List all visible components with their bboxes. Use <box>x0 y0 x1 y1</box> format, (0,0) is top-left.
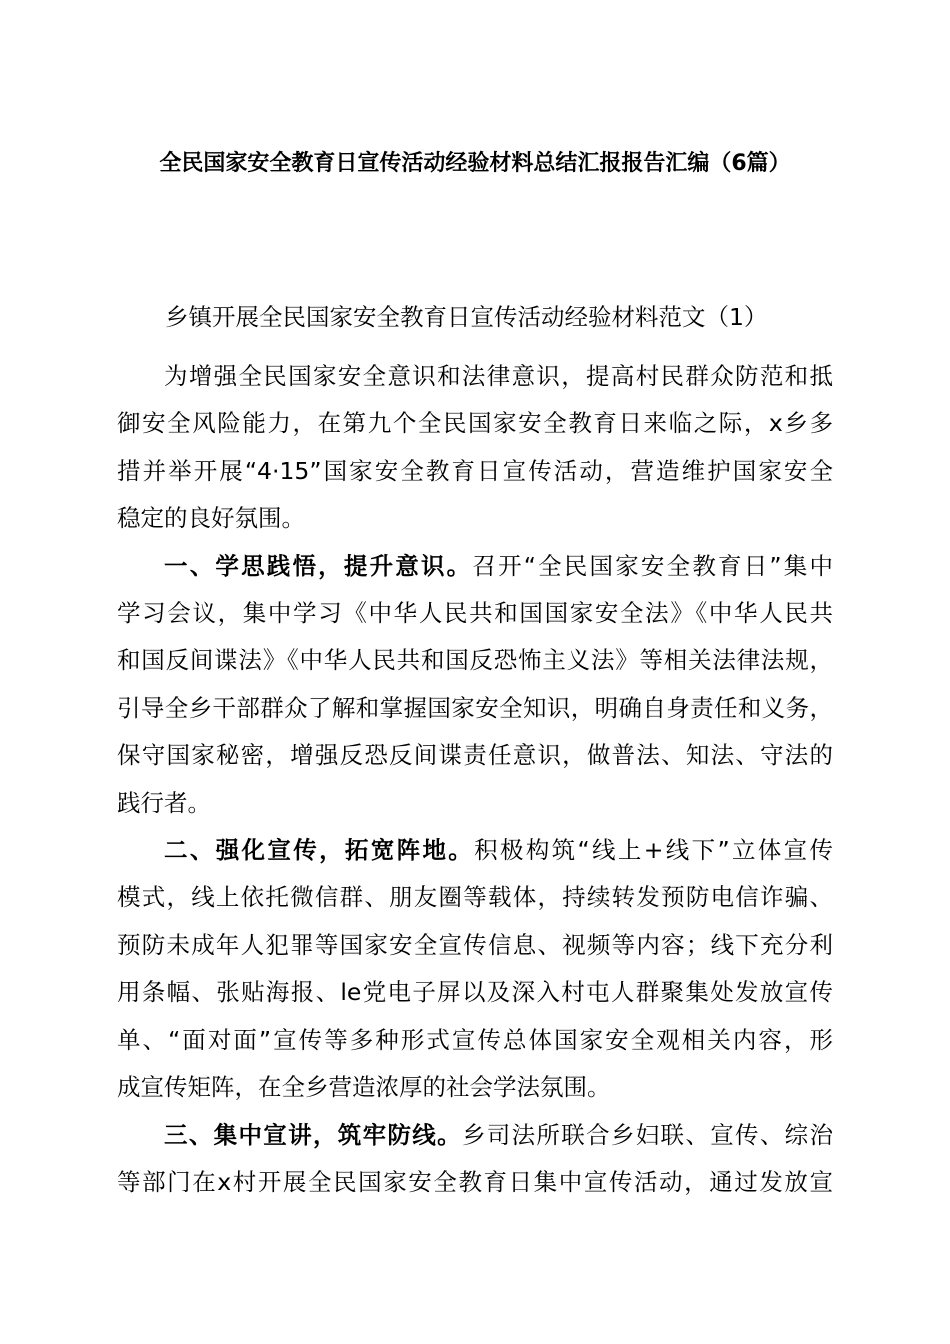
intro-paragraph <box>117 353 833 543</box>
paragraph-line <box>117 543 833 590</box>
paragraph-line: 措并举开展“4·15”国家安全教育日宣传活动，营造维护国家安全 <box>117 456 833 485</box>
document-subtitle: 乡镇开展全民国家安全教育日宣传活动经验材料范文（1） <box>165 303 768 331</box>
section-heading: 二、强化宣传，拓宽阵地。 <box>164 836 475 865</box>
paragraph-line: 学习会议，集中学习《中华人民共和国国家安全法》《中华人民共 <box>117 599 833 628</box>
paragraph-line: 等部门在x村开展全民国家安全教育日集中宣传活动，通过发放宣 <box>117 1167 833 1196</box>
paragraph-line: 用条幅、张贴海报、le党电子屏以及深入村屯人群聚集处发放宣传 <box>117 978 833 1007</box>
paragraph-line-text: 积极构筑“线上+线下”立体宣传 <box>474 836 834 865</box>
document-title: 全民国家安全教育日宣传活动经验材料总结汇报报告汇编（6篇） <box>159 151 791 176</box>
paragraph-line: 稳定的良好氛围。 <box>117 504 305 533</box>
paragraph-line: 践行者。 <box>117 788 211 817</box>
section-one-paragraph <box>117 543 833 827</box>
document-body <box>117 353 833 1206</box>
section-heading: 一、学思践悟，提升意识。 <box>164 551 473 580</box>
paragraph-line: 引导全乡干部群众了解和掌握国家安全知识，明确自身责任和义务， <box>117 693 833 722</box>
paragraph-line: 成宣传矩阵，在全乡营造浓厚的社会学法氛围。 <box>117 1073 611 1102</box>
paragraph-line: 御安全风险能力，在第九个全民国家安全教育日来临之际，x乡多 <box>117 409 833 438</box>
paragraph-line <box>117 1112 833 1159</box>
paragraph-line: 和国反间谍法》《中华人民共和国反恐怖主义法》等相关法律法规， <box>117 646 833 675</box>
paragraph-line <box>117 827 833 874</box>
paragraph-line: 模式，线上依托微信群、朋友圈等载体，持续转发预防电信诈骗、 <box>117 883 833 912</box>
paragraph-line: 预防未成年人犯罪等国家安全宣传信息、视频等内容；线下充分利 <box>117 930 833 959</box>
paragraph-line-text: 乡司法所联合乡妇联、宣传、综治 <box>461 1120 834 1149</box>
paragraph-line: 为增强全民国家安全意识和法律意识，提高村民群众防范和抵 <box>164 362 833 390</box>
section-heading: 三、集中宣讲，筑牢防线。 <box>164 1120 462 1149</box>
paragraph-line: 保守国家秘密，增强反恐反间谍责任意识，做普法、知法、守法的 <box>117 741 833 770</box>
section-two-paragraph <box>117 827 833 1111</box>
paragraph-line: 单、“面对面”宣传等多种形式宣传总体国家安全观相关内容，形 <box>117 1025 833 1054</box>
section-three-paragraph <box>117 1112 833 1207</box>
paragraph-line-text: 召开“全民国家安全教育日”集中 <box>472 551 833 580</box>
